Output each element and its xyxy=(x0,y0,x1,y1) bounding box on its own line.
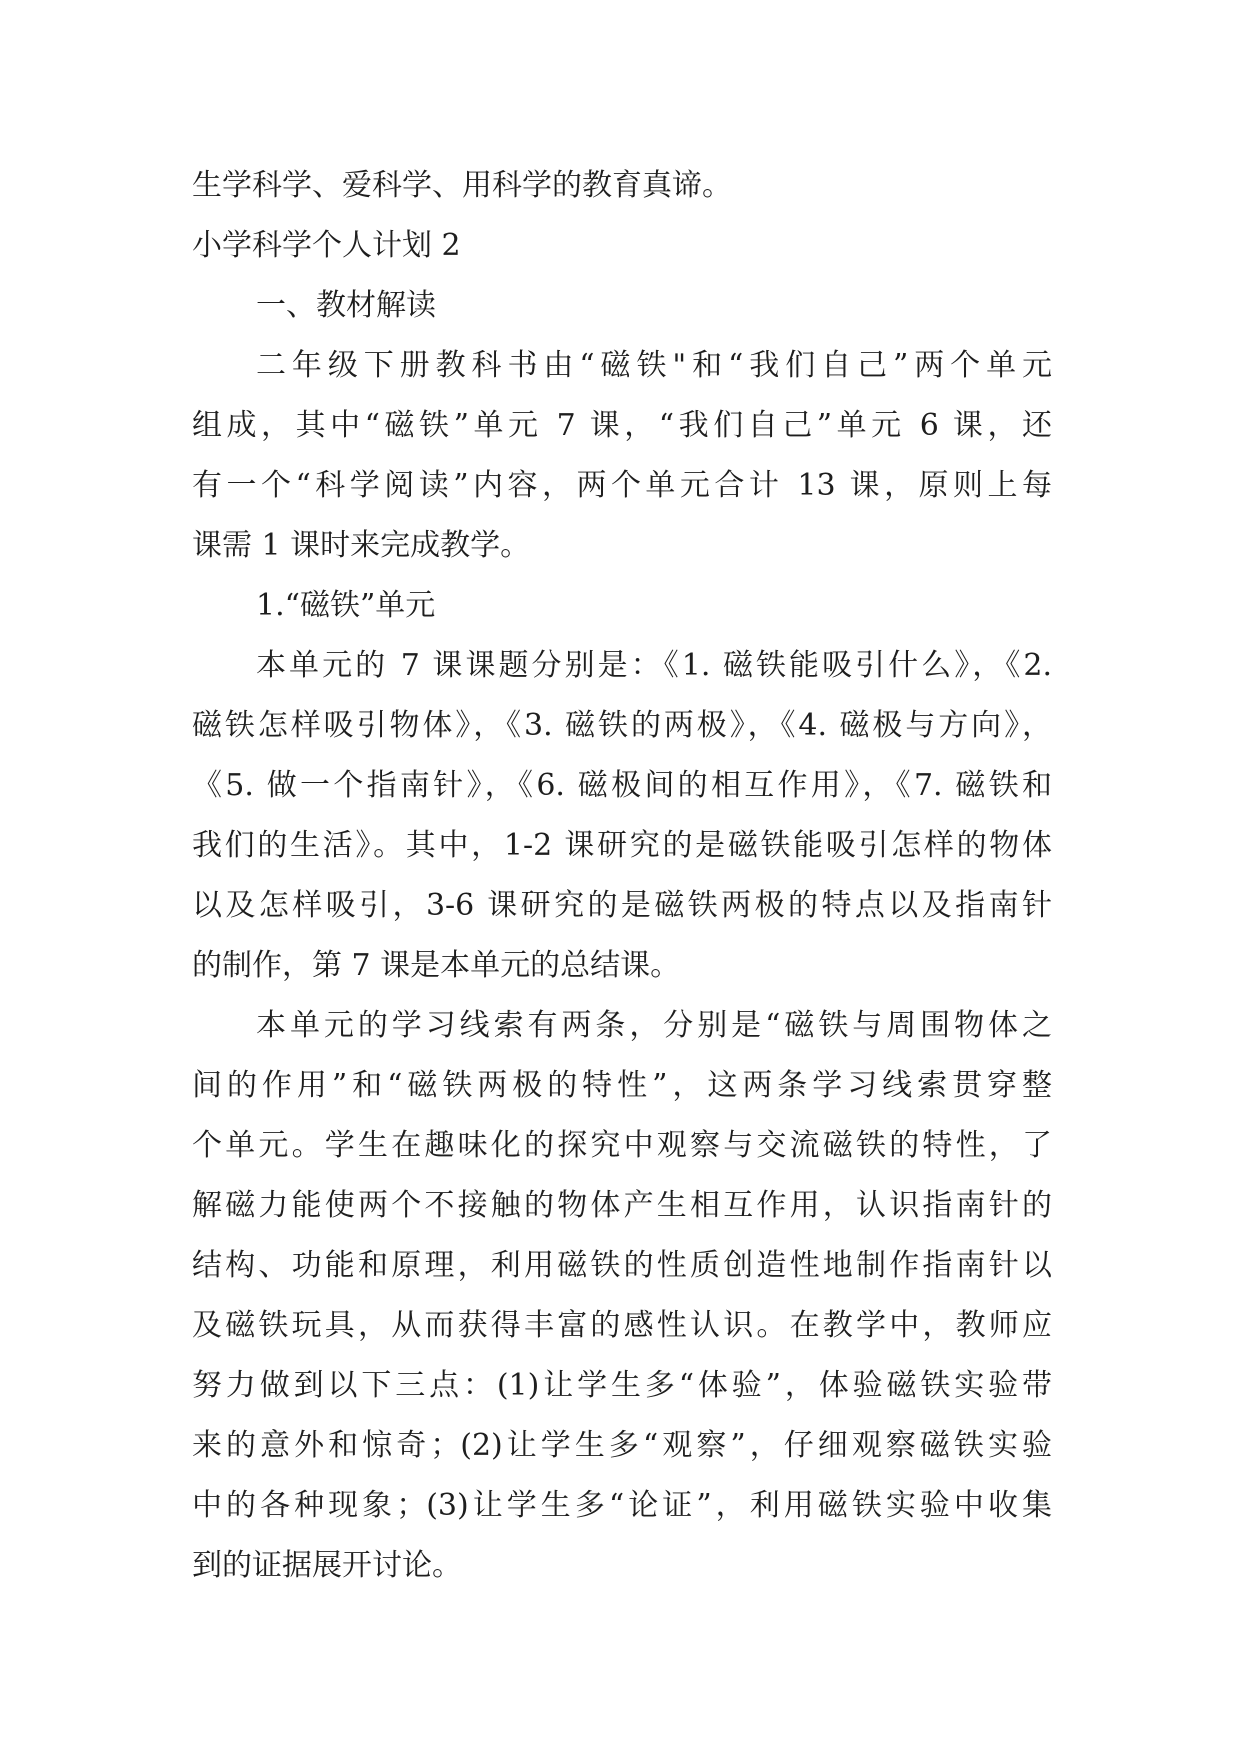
subsection-heading: 一、教材解读 xyxy=(256,288,436,323)
text-line: 及磁铁玩具，从而获得丰富的感性认识。在教学中，教师应 xyxy=(192,1308,1052,1343)
text-line: 以及怎样吸引，3-6 课研究的是磁铁两极的特点以及指南针 xyxy=(192,888,1052,923)
text-line: 来的意外和惊奇；(2)让学生多“观察”，仔细观察磁铁实验 xyxy=(192,1428,1052,1463)
text-line: 本单元的 7 课课题分别是：《1. 磁铁能吸引什么》，《2. xyxy=(256,648,1052,683)
text-line: 组成，其中“磁铁”单元 7 课，“我们自己”单元 6 课，还 xyxy=(192,408,1052,443)
document-body xyxy=(192,156,1052,1596)
text-line: 有一个“科学阅读”内容，两个单元合计 13 课，原则上每 xyxy=(192,468,1052,503)
text-line: 二年级下册教科书由“磁铁"和“我们自己”两个单元 xyxy=(256,348,1052,383)
text-line: 课需 1 课时来完成教学。 xyxy=(192,528,531,563)
text-line: 中的各种现象；(3)让学生多“论证”，利用磁铁实验中收集 xyxy=(192,1488,1052,1523)
section-title: 小学科学个人计划 2 xyxy=(192,228,461,263)
text-line: 《5. 做一个指南针》，《6. 磁极间的相互作用》，《7. 磁铁和 xyxy=(192,768,1052,803)
text-line: 生学科学、爱科学、用科学的教育真谛。 xyxy=(192,168,732,203)
text-line: 的制作，第 7 课是本单元的总结课。 xyxy=(192,948,681,983)
text-line: 间的作用”和“磁铁两极的特性”，这两条学习线索贯穿整 xyxy=(192,1068,1052,1103)
text-line: 本单元的学习线索有两条，分别是“磁铁与周围物体之 xyxy=(256,1008,1052,1043)
text-line: 磁铁怎样吸引物体》，《3. 磁铁的两极》，《4. 磁极与方向》， xyxy=(192,708,1052,743)
text-line: 努力做到以下三点：(1)让学生多“体验”，体验磁铁实验带 xyxy=(192,1368,1052,1403)
text-line: 个单元。学生在趣味化的探究中观察与交流磁铁的特性，了 xyxy=(192,1128,1052,1163)
text-line: 解磁力能使两个不接触的物体产生相互作用，认识指南针的 xyxy=(192,1188,1052,1223)
text-line: 我们的生活》。其中，1-2 课研究的是磁铁能吸引怎样的物体 xyxy=(192,828,1052,863)
text-line: 结构、功能和原理，利用磁铁的性质创造性地制作指南针以 xyxy=(192,1248,1052,1283)
text-line: 到的证据展开讨论。 xyxy=(192,1548,462,1583)
unit-heading: 1.“磁铁”单元 xyxy=(256,588,436,623)
